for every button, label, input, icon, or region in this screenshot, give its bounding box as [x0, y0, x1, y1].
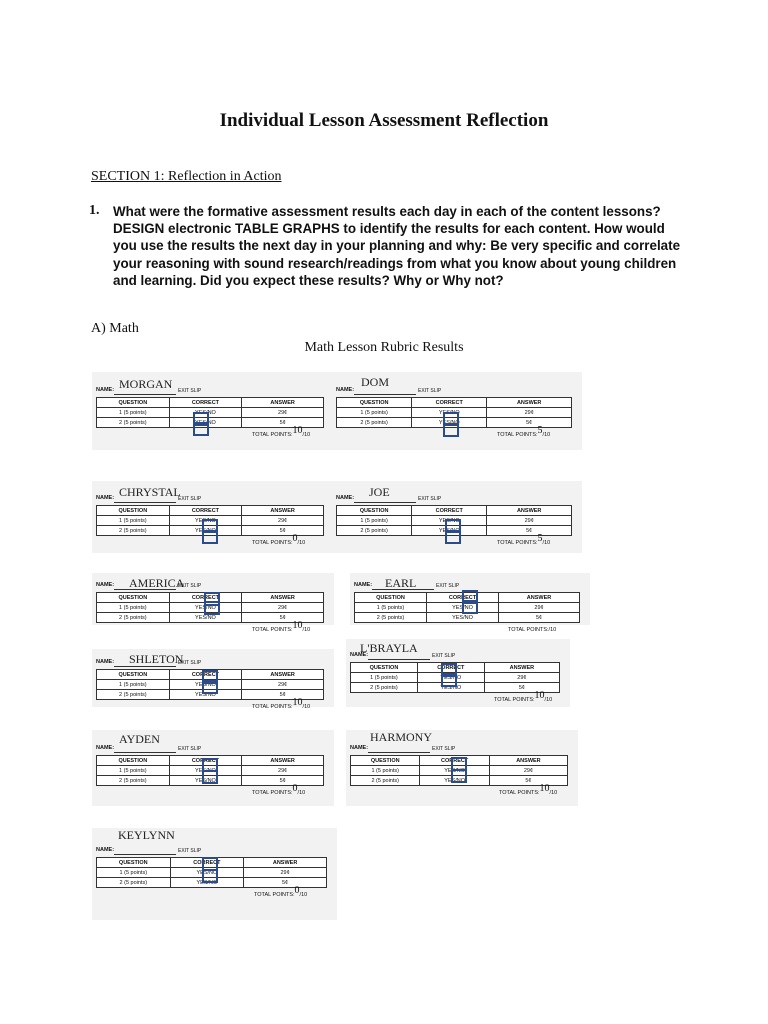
total-points: TOTAL POINTS:10/10: [252, 425, 311, 438]
exit-slip-label: EXIT SLIP: [418, 388, 442, 394]
name-label: NAME:: [350, 652, 369, 658]
student-name: AMERICA: [129, 576, 185, 590]
student-name: HARMONY: [370, 730, 433, 744]
exit-slip-table: QUESTION CORRECT ANSWER 1 (5 points) YES/NO 29¢ 2 (5 points) YES/NO 5¢: [350, 755, 568, 786]
answer-mark-box: [443, 423, 459, 437]
total-points: TOTAL POINTS:5/10: [497, 533, 551, 546]
name-line: [354, 394, 416, 395]
name-line: [114, 502, 176, 503]
total-points: TOTAL POINTS:0/10: [252, 533, 306, 546]
points-score: 0: [294, 885, 300, 896]
answer-mark-box: [202, 530, 218, 544]
name-line: [114, 854, 176, 855]
name-line: [114, 394, 176, 395]
total-points: TOTAL POINTS:10/10: [252, 620, 311, 633]
exit-slip-label: EXIT SLIP: [178, 848, 202, 854]
exit-slip: [92, 828, 337, 920]
points-score: 0: [292, 533, 298, 544]
name-label: NAME:: [350, 745, 369, 751]
total-points: TOTAL POINTS:0/10: [254, 885, 308, 898]
question-text: What were the formative assessment results each day in each of the content lessons? DESIGN electronic TABLE GRAPHS to identify the results for each content. How would you use the results the next day in your planning and why: Be very specific and correlate your reasoning with sound research/readings from what you know about young children and learning. Did you expect these results? Why or Why not?: [113, 204, 681, 288]
name-label: NAME:: [96, 745, 115, 751]
total-points: TOTAL POINTS:/10: [508, 627, 557, 633]
name-label: NAME:: [336, 387, 355, 393]
student-name: CHRYSTAL: [119, 485, 181, 499]
name-line: [114, 666, 176, 667]
student-name: EARL: [385, 576, 417, 590]
exit-slip: [346, 730, 578, 806]
total-points: TOTAL POINTS:10/10: [499, 783, 558, 796]
name-label: NAME:: [96, 659, 115, 665]
name-line: [114, 589, 176, 590]
points-score: 0: [292, 783, 298, 794]
question-number: 1.: [89, 203, 100, 218]
exit-slip-label: EXIT SLIP: [178, 660, 202, 666]
exit-slip-table: QUESTION CORRECT ANSWER 1 (5 points) YES/NO 29¢ 2 (5 points) YES/NO 5¢: [96, 397, 324, 428]
exit-slip: [346, 639, 570, 707]
exit-slip-label: EXIT SLIP: [178, 583, 202, 589]
points-score: 10: [292, 425, 303, 436]
answer-mark-box: [202, 770, 218, 784]
student-name: AYDEN: [119, 732, 160, 746]
points-score: 10: [534, 690, 545, 701]
student-name: JOE: [369, 485, 390, 499]
exit-slip-table: QUESTION CORRECT ANSWER 1 (5 points) YES/NO 29¢ 2 (5 points) YES/NO 5¢: [336, 505, 572, 536]
name-label: NAME:: [96, 495, 115, 501]
total-points: TOTAL POINTS:10/10: [494, 690, 553, 703]
answer-mark-box: [441, 673, 457, 687]
student-name: MORGAN: [119, 377, 173, 391]
subsection-heading: A) Math: [91, 321, 139, 336]
exit-slip-table: QUESTION CORRECT ANSWER 1 (5 points) YES/NO 29¢ 2 (5 points) YES/NO 5¢: [96, 505, 324, 536]
name-line: [354, 502, 416, 503]
points-score: 10: [292, 620, 303, 631]
answer-mark-box: [202, 680, 218, 694]
name-label: NAME:: [354, 582, 373, 588]
exit-slip-label: EXIT SLIP: [418, 496, 442, 502]
exit-slip-label: EXIT SLIP: [178, 496, 202, 502]
points-score: 10: [292, 697, 303, 708]
total-points: TOTAL POINTS:0/10: [252, 783, 306, 796]
name-line: [372, 589, 434, 590]
name-label: NAME:: [96, 387, 115, 393]
answer-mark-box: [462, 600, 478, 614]
name-label: NAME:: [96, 847, 115, 853]
exit-slip: [92, 481, 334, 553]
exit-slip-label: EXIT SLIP: [436, 583, 460, 589]
answer-mark-box: [451, 769, 467, 783]
points-score: 10: [539, 783, 550, 794]
exit-slip: [92, 573, 334, 633]
name-label: NAME:: [96, 582, 115, 588]
exit-slip-table: QUESTION CORRECT ANSWER 1 (5 points) YES/NO 29¢ 2 (5 points) YES/NO 5¢: [96, 857, 327, 888]
rubric-title: Math Lesson Rubric Results: [304, 340, 464, 355]
student-name: SHLETON: [129, 652, 184, 666]
exit-slip-label: EXIT SLIP: [178, 388, 202, 394]
answer-mark-box: [204, 601, 220, 615]
total-points: TOTAL POINTS:5/10: [497, 425, 551, 438]
name-line: [368, 659, 430, 660]
total-points: TOTAL POINTS:10/10: [252, 697, 311, 710]
answer-mark-box: [193, 422, 209, 436]
answer-mark-box: [202, 869, 218, 883]
exit-slip-table: QUESTION CORRECT ANSWER 1 (5 points) YES/NO 29¢ 2 (5 points) YES/NO 5¢: [336, 397, 572, 428]
name-line: [368, 752, 430, 753]
exit-slip-label: EXIT SLIP: [432, 653, 456, 659]
exit-slip-table: QUESTION CORRECT ANSWER 1 (5 points) YES/NO 29¢ 2 (5 points) YES/NO 5¢: [96, 592, 324, 623]
exit-slip: [92, 730, 334, 806]
document-title: Individual Lesson Assessment Reflection: [219, 110, 549, 131]
exit-slip: [92, 372, 334, 450]
exit-slip-table: QUESTION CORRECT ANSWER 1 (5 points) YES/NO 29¢ 2 (5 points) YES/NO 5¢: [96, 755, 324, 786]
student-name: L'BRAYLA: [360, 641, 418, 655]
exit-slip: [92, 649, 334, 710]
points-score: 5: [537, 425, 543, 436]
exit-slip-label: EXIT SLIP: [178, 746, 202, 752]
student-name: DOM: [361, 375, 390, 389]
exit-slip-table: QUESTION CORRECT ANSWER 1 (5 points) YES/NO 29¢ 2 (5 points) YES/NO 5¢: [350, 662, 560, 693]
name-line: [114, 752, 176, 753]
section-heading: SECTION 1: Reflection in Action: [91, 169, 282, 184]
exit-slip: [350, 573, 590, 633]
exit-slip: [332, 481, 582, 553]
points-score: 5: [537, 533, 543, 544]
exit-slip-table: QUESTION CORRECT ANSWER 1 (5 points) YES/NO 29¢ 2 (5 points) YES/NO 5¢: [354, 592, 580, 623]
exit-slip: [332, 372, 582, 450]
exit-slip-label: EXIT SLIP: [432, 746, 456, 752]
name-label: NAME:: [336, 495, 355, 501]
answer-mark-box: [445, 530, 461, 544]
student-name: KEYLYNN: [118, 828, 175, 842]
exit-slip-table: QUESTION CORRECT ANSWER 1 (5 points) YES/NO 29¢ 2 (5 points) YES/NO 5¢: [96, 669, 324, 700]
